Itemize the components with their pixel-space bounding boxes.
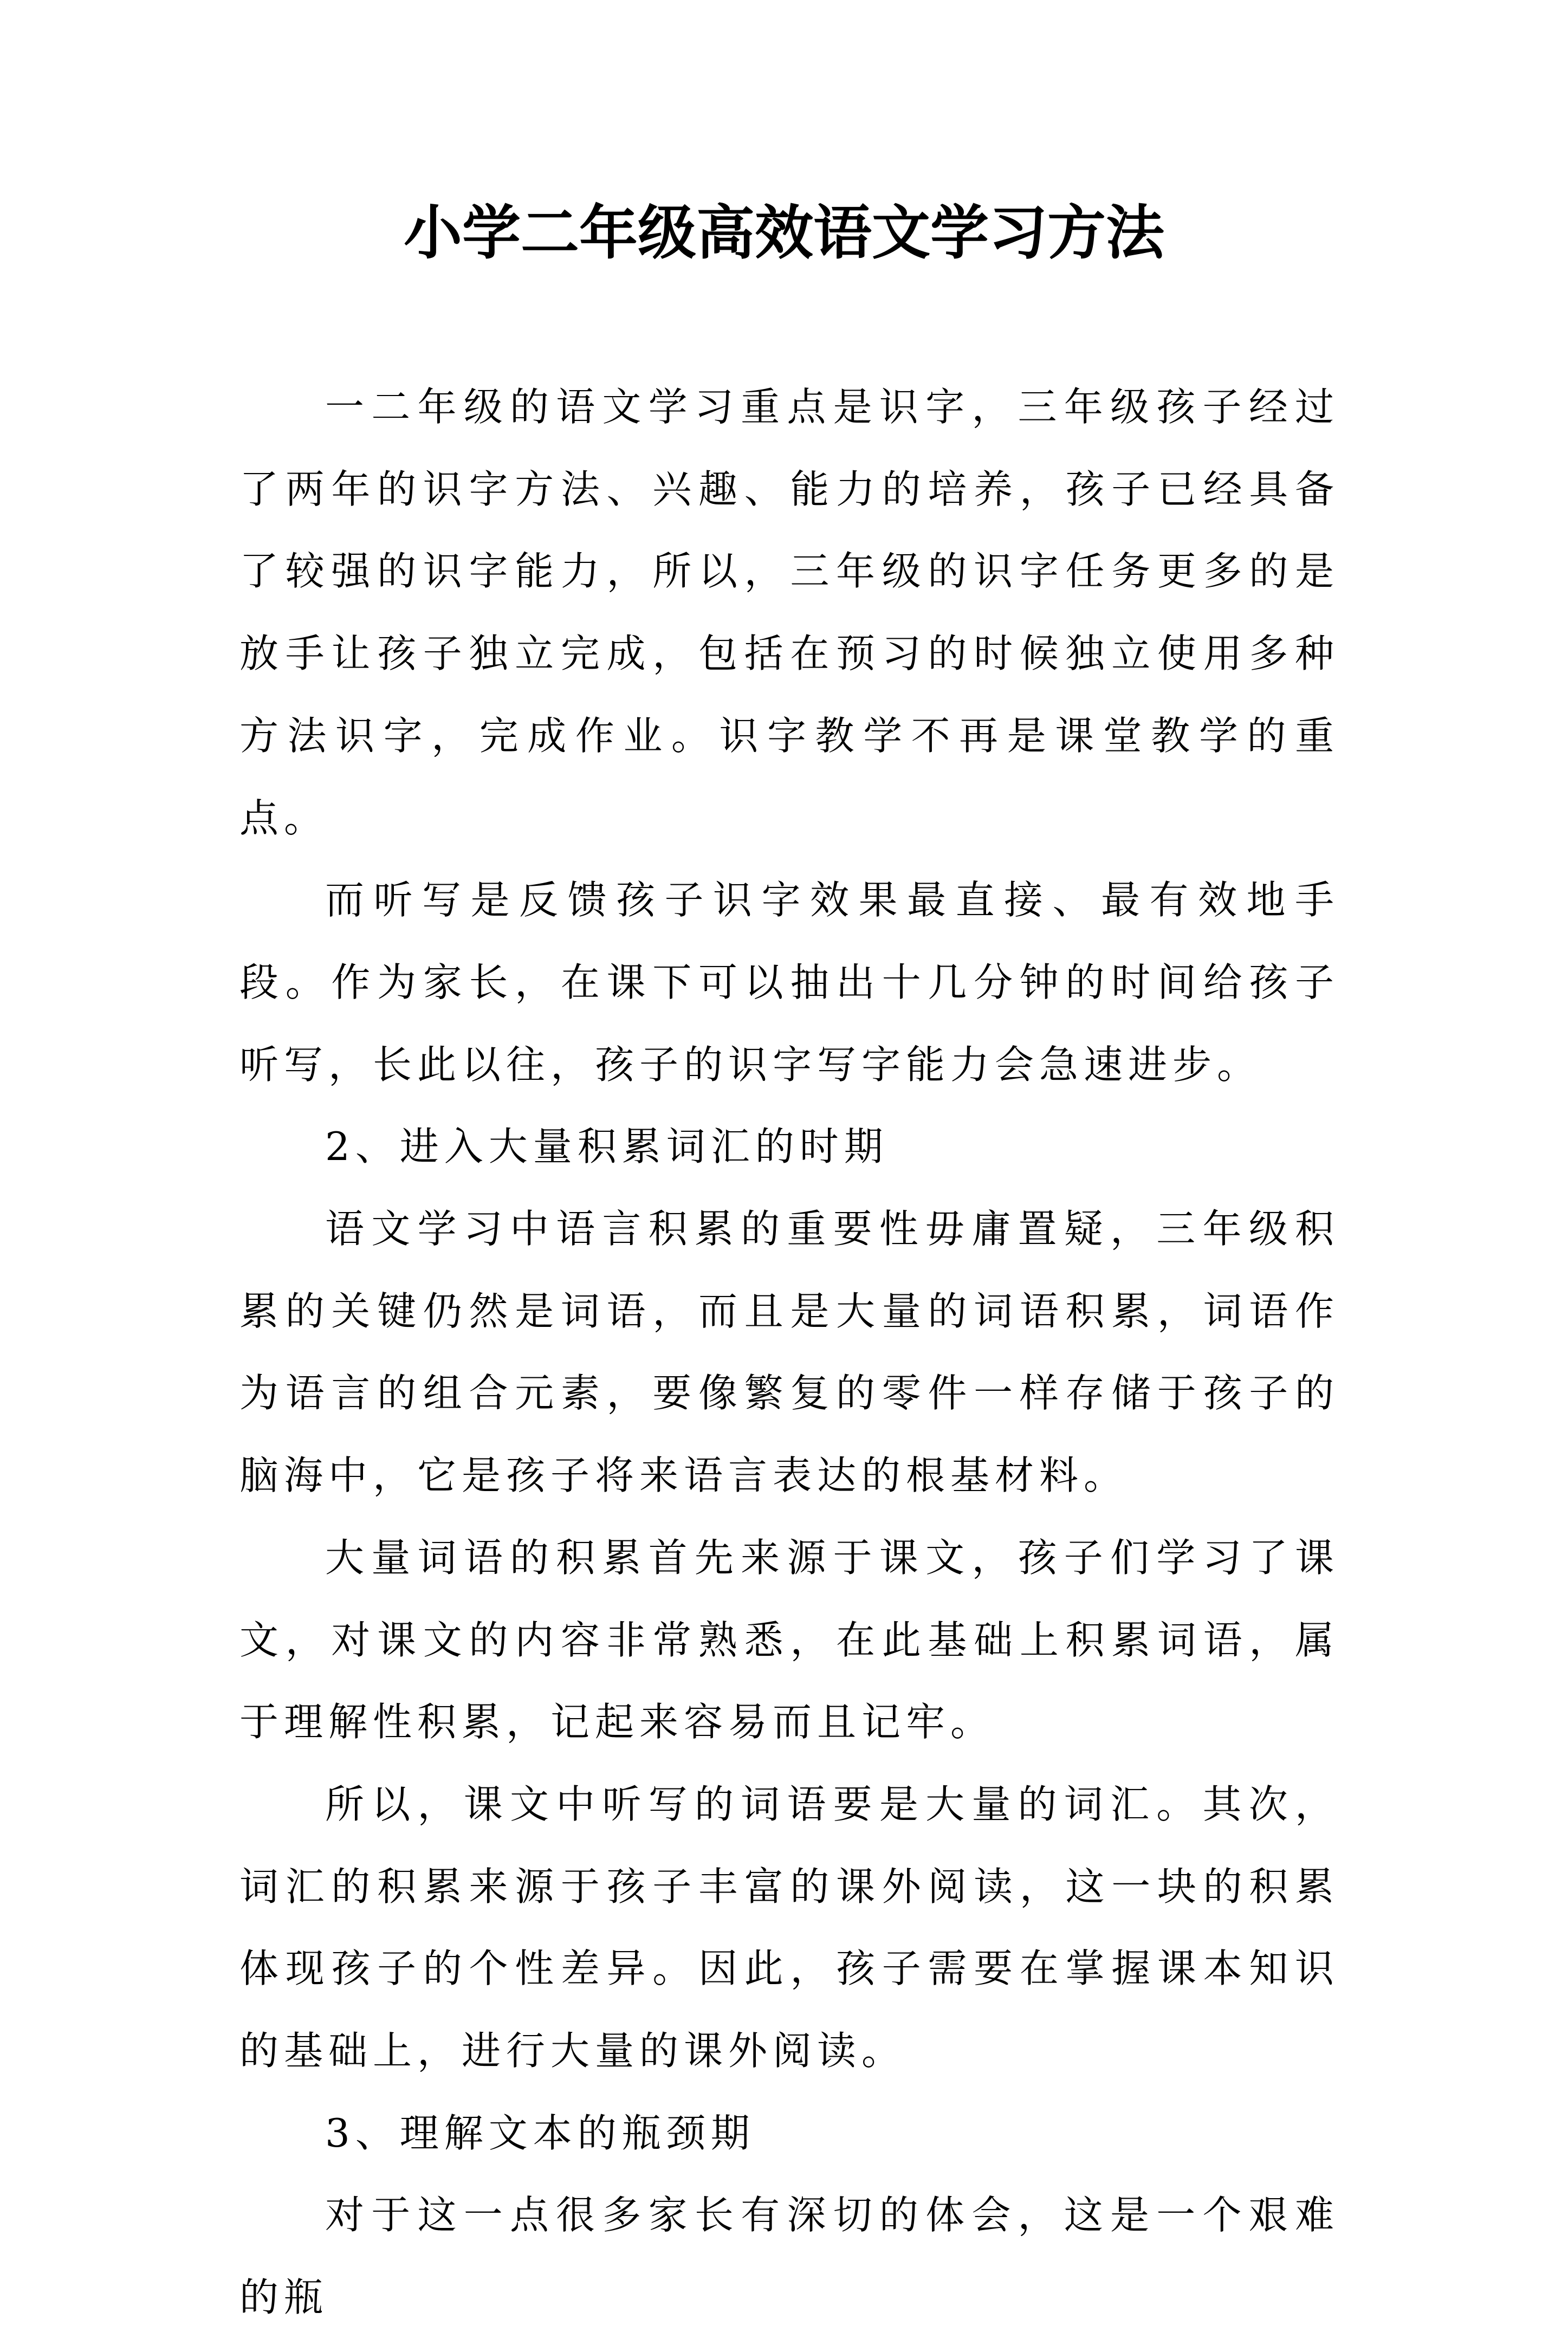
paragraph: 语文学习中语言积累的重要性毋庸置疑，三年级积累的关键仍然是词语，而且是大量的词语积累，词语作为语言的组合元素，要像繁复的零件一样存储于孩子的脑海中，它是孩子将来语言表达的根基材料。 xyxy=(239,1206,1339,1499)
paragraph: 大量词语的积累首先来源于课文，孩子们学习了课文，对课文的内容非常熟悉，在此基础上积累词语，属于理解性积累，记起来容易而且记牢。 xyxy=(239,1534,1339,1745)
paragraph: 所以，课文中听写的词语要是大量的词汇。其次，词汇的积累来源于孩子丰富的课外阅读，这一块的积累体现孩子的个性差异。因此，孩子需要在掌握课本知识的基础上，进行大量的课外阅读。 xyxy=(239,1781,1339,2074)
paragraph: 而听写是反馈孩子识字效果最直接、最有效地手段。作为家长，在课下可以抽出十几分钟的时间给孩子听写，长此以往，孩子的识字写字能力会急速进步。 xyxy=(239,877,1339,1087)
section-heading: 3、理解文本的瓶颈期 xyxy=(325,2110,755,2156)
paragraph: 对于这一点很多家长有深切的体会，这是一个艰难的瓶 xyxy=(239,2192,1339,2321)
document-title: 小学二年级高效语文学习方法 xyxy=(403,199,1164,267)
paragraph: 一二年级的语文学习重点是识字，三年级孩子经过了两年的识字方法、兴趣、能力的培养，孩子已经具备了较强的识字能力，所以，三年级的识字任务更多的是放手让孩子独立完成，包括在预习的时候独立使用多种方法识字，完成作业。识字教学不再是课堂教学的重点。 xyxy=(239,384,1339,841)
document-body xyxy=(239,366,1339,2339)
section-heading: 2、进入大量积累词汇的时期 xyxy=(325,1124,889,1170)
